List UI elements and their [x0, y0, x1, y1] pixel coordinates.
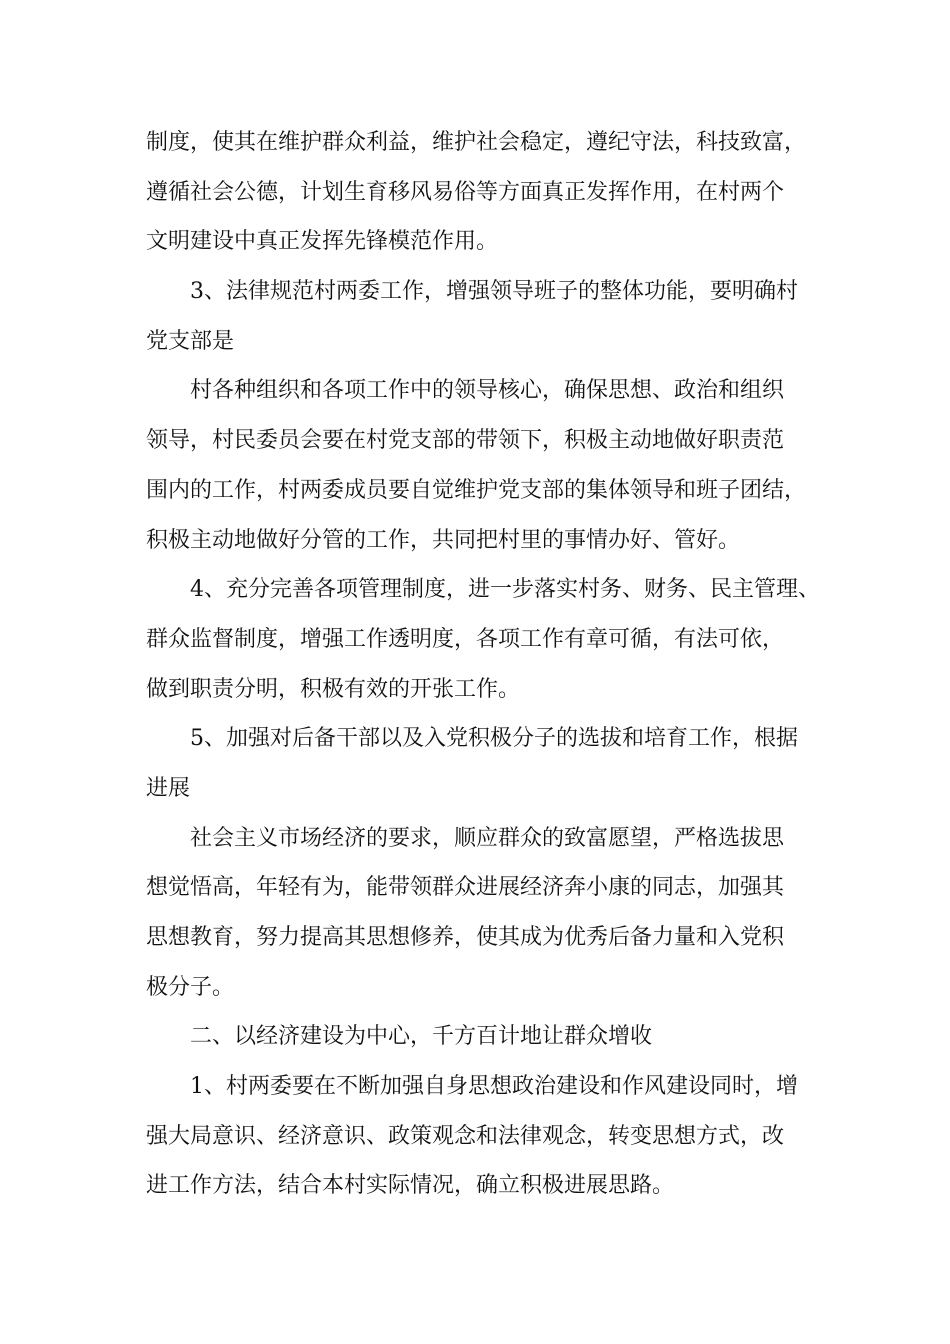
text-line: 想觉悟高，年轻有为，能带领群众进展经济奔小康的同志，加强其	[146, 875, 785, 901]
text-line: 1、村两委要在不断加强自身思想政治建设和作风建设同时，增	[190, 1074, 798, 1100]
text-line: 进工作方法，结合本村实际情况，确立积极进展思路。	[146, 1173, 675, 1199]
text-line: 极分子。	[146, 974, 235, 1000]
text-line: 制度，使其在维护群众利益，维护社会稳定，遵纪守法，科技致富，	[146, 130, 807, 155]
text-line: 强大局意识、经济意识、政策观念和法律观念，转变思想方式，改	[146, 1123, 785, 1149]
text-line: 进展	[146, 775, 191, 801]
text-line: 村各种组织和各项工作中的领导核心，确保思想、政治和组织	[190, 378, 785, 404]
text-line: 领导，村民委员会要在村党支部的带领下，积极主动地做好职责范	[146, 428, 785, 454]
text-line: 3、法律规范村两委工作，增强领导班子的整体功能，要明确村	[190, 279, 798, 305]
text-line: 遵循社会公德，计划生育移风易俗等方面真正发挥作用，在村两个	[146, 179, 785, 205]
section-heading: 二、以经济建设为中心，千方百计地让群众增收	[190, 1024, 653, 1050]
text-line: 积极主动地做好分管的工作，共同把村里的事情办好、管好。	[146, 527, 741, 553]
text-line: 群众监督制度，增强工作透明度，各项工作有章可循，有法可依，	[146, 626, 785, 652]
text-line: 5、加强对后备干部以及入党积极分子的选拔和培育工作，根据	[190, 726, 798, 752]
text-line: 4、充分完善各项管理制度，进一步落实村务、财务、民主管理、	[190, 577, 820, 603]
text-line: 党支部是	[146, 328, 235, 354]
text-line: 做到职责分明，积极有效的开张工作。	[146, 676, 521, 702]
text-line: 思想教育，努力提高其思想修养，使其成为优秀后备力量和入党积	[146, 925, 785, 950]
document-body	[146, 128, 836, 1221]
text-line: 围内的工作，村两委成员要自觉维护党支部的集体领导和班子团结，	[146, 477, 807, 503]
text-line: 文明建设中真正发挥先锋模范作用。	[146, 229, 499, 255]
text-line: 社会主义市场经济的要求，顺应群众的致富愿望，严格选拔思	[190, 825, 785, 851]
